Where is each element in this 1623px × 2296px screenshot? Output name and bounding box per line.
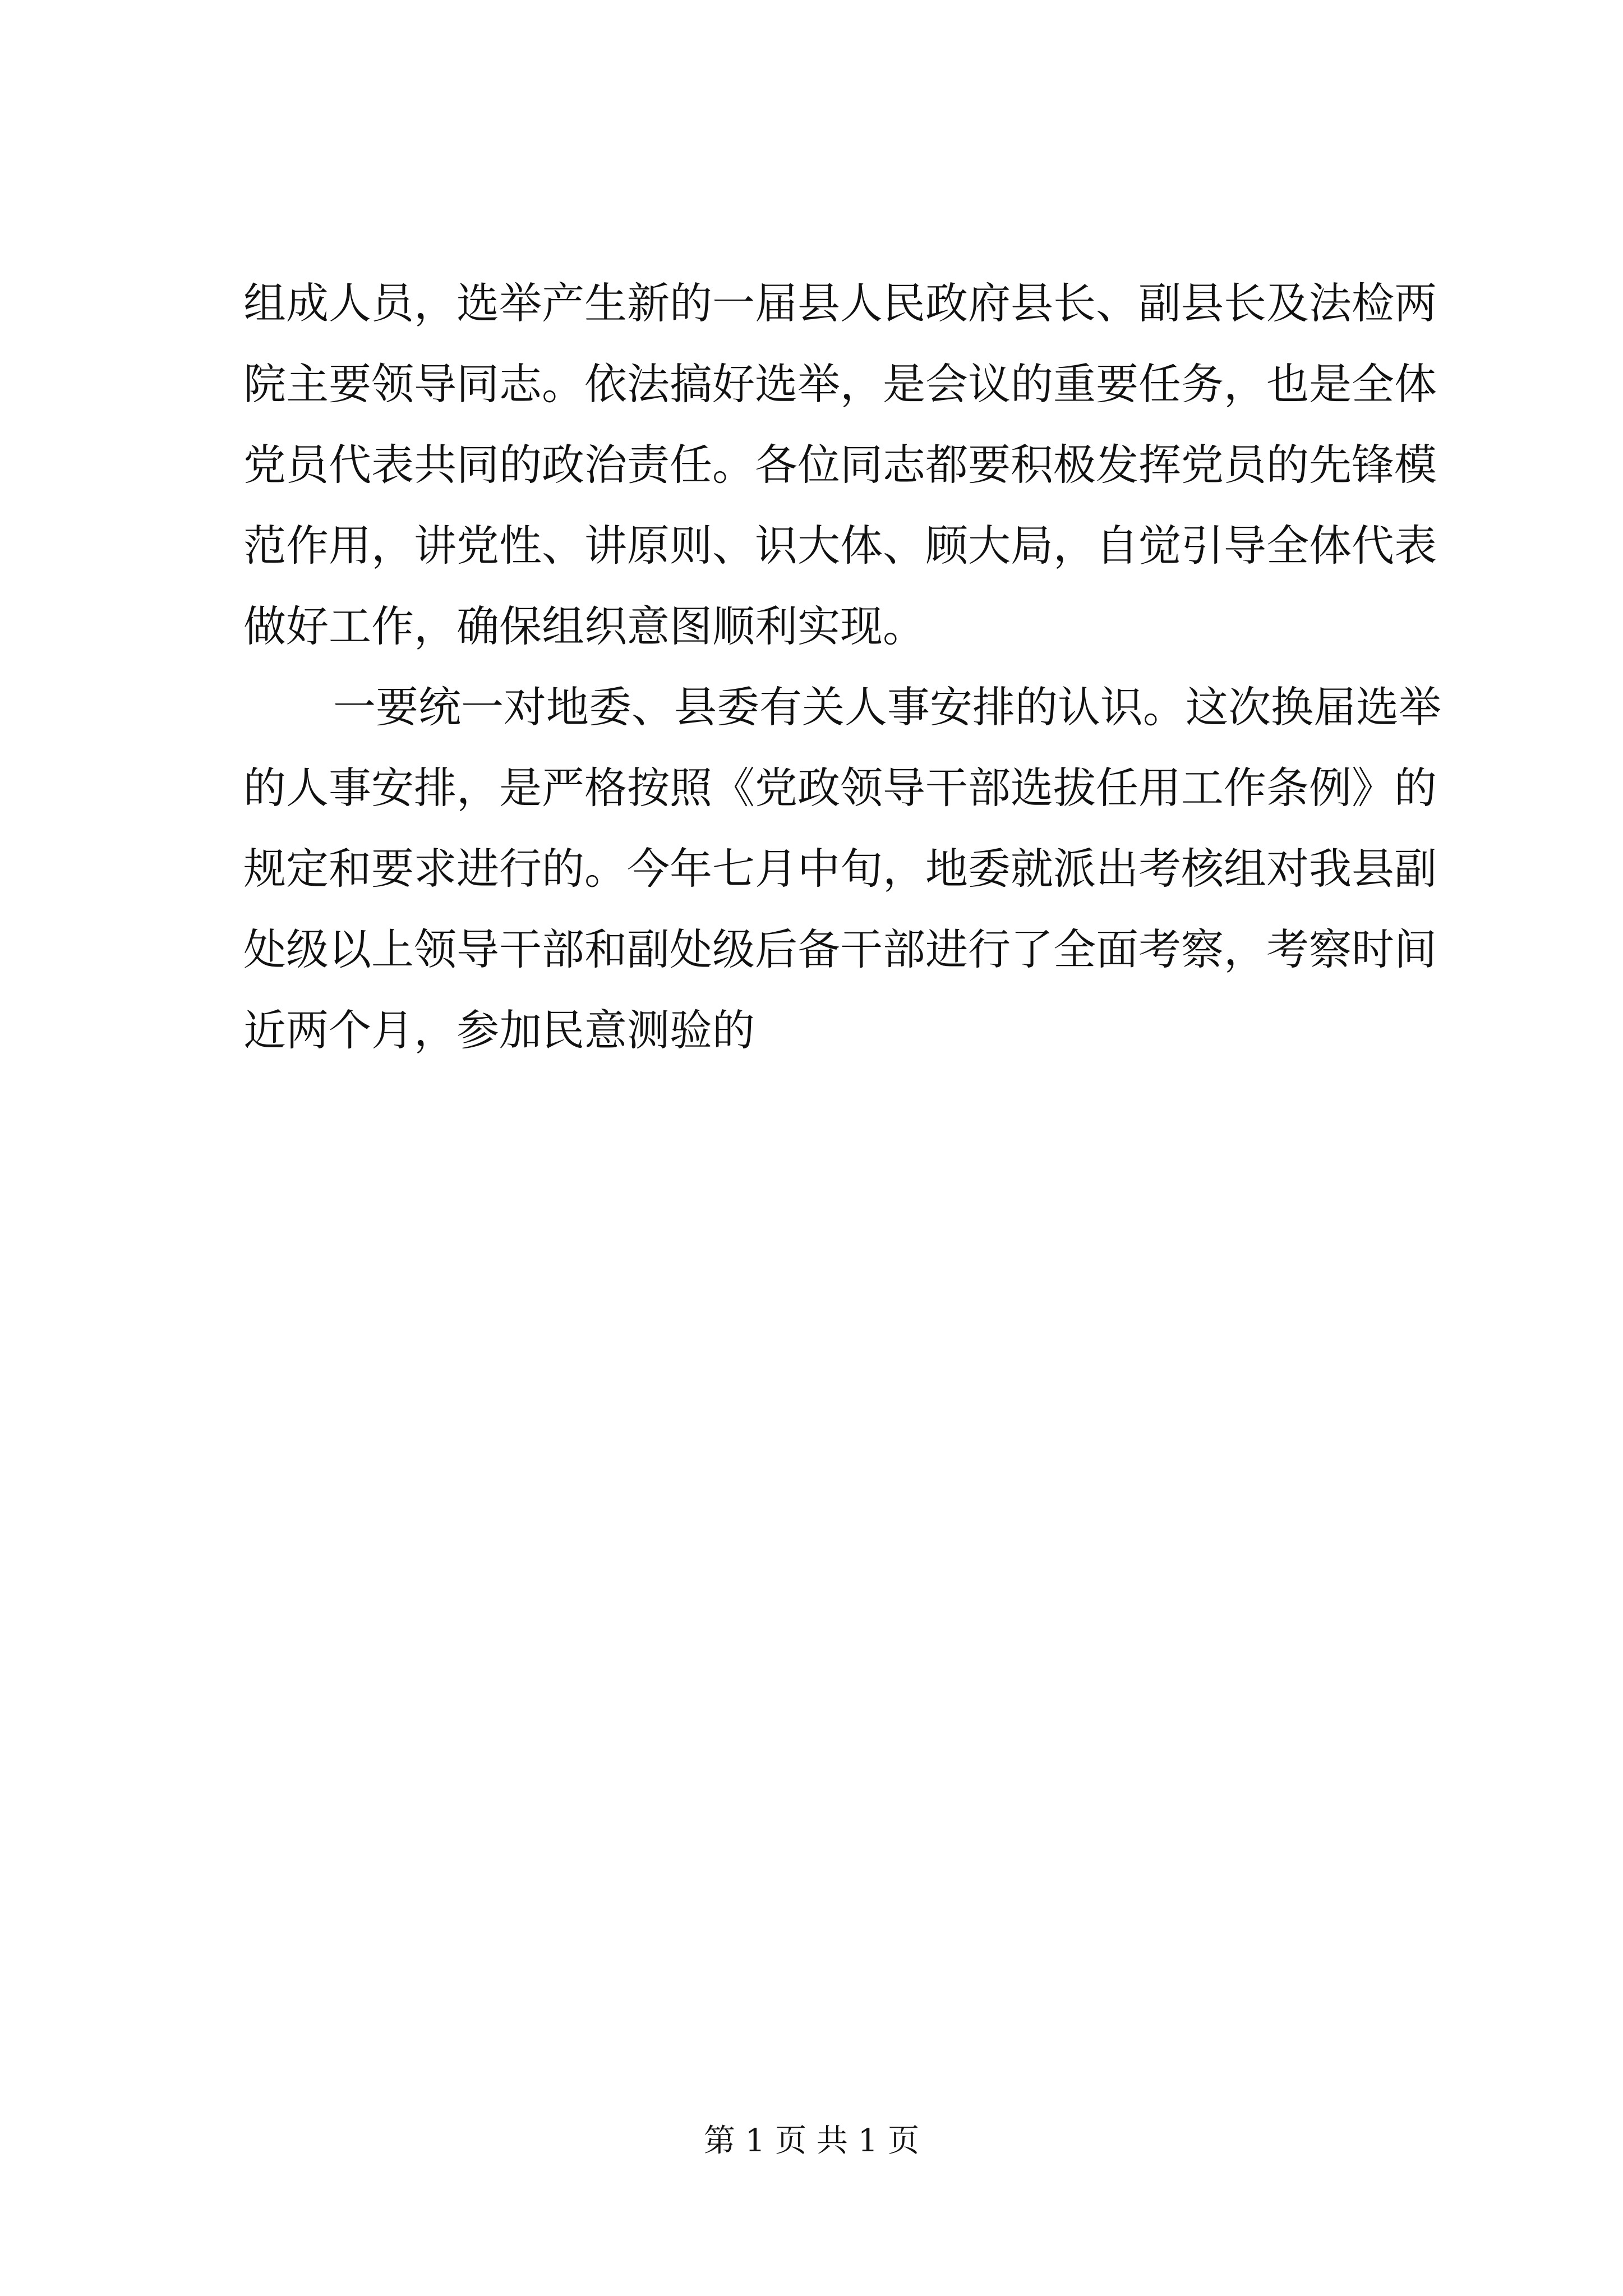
text-line: 党员代表共同的政治责任。各位同志都要积极发挥党员的先锋模 bbox=[243, 440, 1437, 490]
text-line: 做好工作，确保组织意图顺利实现。 bbox=[243, 601, 925, 651]
text-line: 组成人员，选举产生新的一届县人民政府县长、副县长及法检两 bbox=[243, 278, 1437, 328]
text-line: 处级以上领导干部和副处级后备干部进行了全面考察，考察时间 bbox=[243, 924, 1437, 974]
page-footer: 第 1 页 共 1 页 bbox=[703, 2123, 920, 2159]
text-line: 范作用，讲党性、讲原则、识大体、顾大局，自觉引导全体代表 bbox=[243, 521, 1437, 570]
text-line: 一要统一对地委、县委有关人事安排的认识。这次换届选举 bbox=[333, 682, 1441, 732]
text-line: 规定和要求进行的。今年七月中旬，地委就派出考核组对我县副 bbox=[243, 844, 1437, 894]
document-body bbox=[243, 263, 1441, 1071]
paragraph-2 bbox=[243, 667, 1441, 1071]
text-line: 近两个月，参加民意测验的 bbox=[243, 1005, 755, 1055]
paragraph-1 bbox=[243, 263, 1437, 667]
text-line: 的人事安排，是严格按照《党政领导干部选拔任用工作条例》的 bbox=[243, 763, 1437, 813]
text-line: 院主要领导同志。依法搞好选举，是会议的重要任务，也是全体 bbox=[243, 359, 1437, 409]
